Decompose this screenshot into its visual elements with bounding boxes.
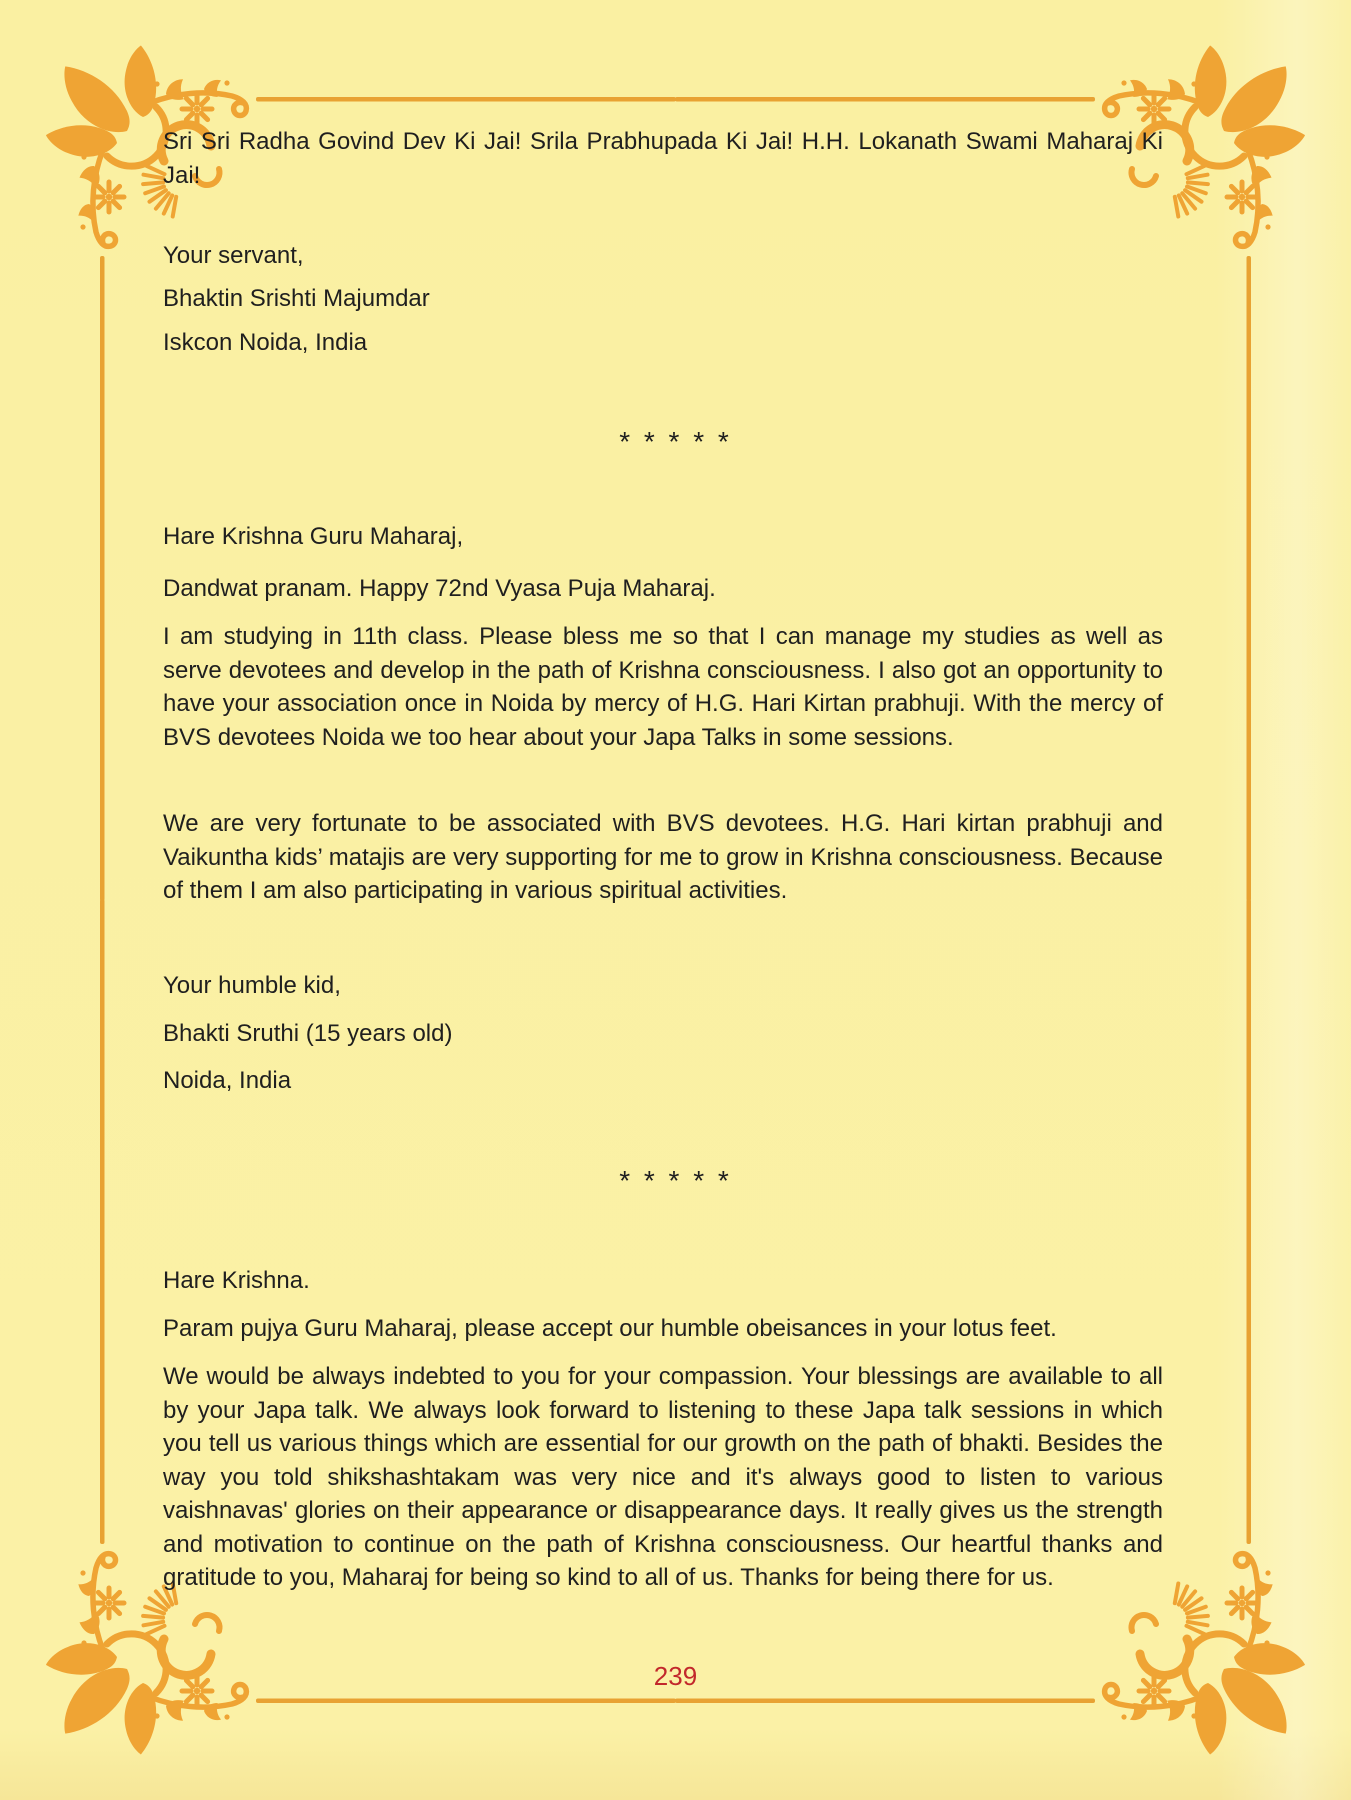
signoff-line: Bhaktin Srishti Majumdar — [163, 285, 430, 312]
section-separator: * * * * * — [619, 1165, 732, 1196]
greeting-line: Param pujya Guru Maharaj, please accept our humble obeisances in your lotus feet. — [163, 1315, 1057, 1342]
paragraph: We would be always indebted to you for your compassion. Your blessings are available to all by your Japa talk. We always look forward to listening to these Japa talk sessions in which you tell us various things which are essential for our growth on the path of bhakti. Besides the way you told shikshashtakam was very nice and it's always good to listen to various vaishnavas' glories on their appearance or disappearance days. It really gives us the strength and motivation to continue on the path of Krishna consciousness. Our heartful thanks and gratitude to you, Maharaj for being so kind to all of us. Thanks for being there for us. — [163, 1363, 1163, 1591]
paragraph: I am studying in 11th class. Please bless me so that I can manage my studies as well as serve devotees and develop in the path of Krishna consciousness. I also got an opportunity to have your association once in Noida by mercy of H.G. Hari Kirtan prabhuji. With the mercy of BVS devotees Noida we too hear about your Japa Talks in some sessions. — [163, 623, 1163, 751]
page-number: 239 — [653, 1661, 698, 1691]
jai-line: Sri Sri Radha Govind Dev Ki Jai! Srila Prabhupada Ki Jai! H.H. Lokanath Swami Maharaj Ki Jai! — [163, 128, 1163, 189]
salutation: Hare Krishna. — [163, 1267, 310, 1294]
section-separator: * * * * * — [619, 426, 732, 457]
signoff-line: Noida, India — [163, 1067, 292, 1094]
signoff-line: Your humble kid, — [163, 972, 341, 999]
salutation: Hare Krishna Guru Maharaj, — [163, 523, 464, 550]
paragraph: We are very fortunate to be associated with BVS devotees. H.G. Hari kirtan prabhuji and Vaikuntha kids’ matajis are very supporting for me to grow in Krishna consciousness. Because of them I am also participating in various spiritual activities. — [163, 810, 1163, 904]
signoff-line: Iskcon Noida, India — [163, 329, 368, 356]
signoff-line: Bhakti Sruthi (15 years old) — [163, 1020, 453, 1047]
signoff-line: Your servant, — [163, 242, 304, 269]
greeting-line: Dandwat pranam. Happy 72nd Vyasa Puja Maharaj. — [163, 575, 716, 602]
